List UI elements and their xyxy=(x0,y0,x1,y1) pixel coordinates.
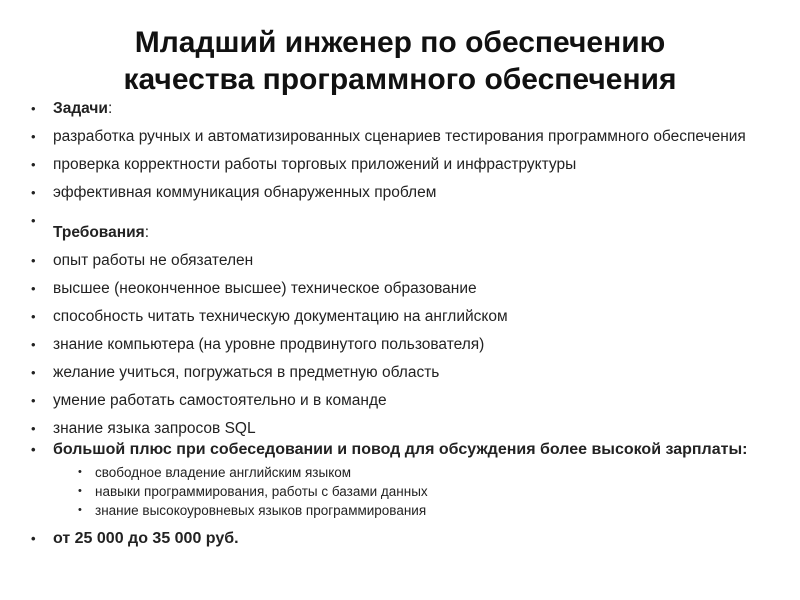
slide-title xyxy=(20,24,780,98)
bullet-icon: • xyxy=(78,485,82,497)
bullet-icon: • xyxy=(31,421,36,436)
plus-subitem xyxy=(53,502,773,519)
requirement-item xyxy=(28,252,773,269)
requirement-text: знание компьютера (на уровне продвинутого пользователя) xyxy=(53,336,485,353)
requirement-text: опыт работы не обязателен xyxy=(53,252,254,269)
bullet-icon: • xyxy=(31,281,36,296)
requirement-item xyxy=(28,336,773,353)
empty-bullet-item xyxy=(28,212,773,228)
requirements-heading-item xyxy=(28,224,773,241)
requirement-item xyxy=(28,280,773,297)
bullet-icon: • xyxy=(31,337,36,352)
requirement-text: знание языка запросов SQL xyxy=(53,420,256,437)
bullet-icon: • xyxy=(31,531,36,546)
task-item xyxy=(28,184,773,201)
title-line-2: качества программного обеспечения xyxy=(123,63,677,96)
requirement-text: способность читать техническую документацию на английском xyxy=(53,308,508,325)
requirement-item xyxy=(28,420,773,437)
tasks-colon: : xyxy=(107,100,113,117)
task-text: проверка корректности работы торговых приложений и инфраструктуры xyxy=(53,156,577,173)
task-text: эффективная коммуникация обнаруженных проблем xyxy=(53,184,437,201)
task-text: разработка ручных и автоматизированных сценариев тестирования программного обеспечения xyxy=(53,128,746,145)
requirement-item xyxy=(28,308,773,325)
plus-sublist xyxy=(53,464,773,519)
plus-subitem-text: навыки программирования, работы с базами данных xyxy=(95,484,428,499)
bullet-icon: • xyxy=(31,129,36,144)
bullet-icon: • xyxy=(31,185,36,200)
plus-subitem-text: знание высокоуровневых языков программирования xyxy=(95,503,427,518)
plus-text: большой плюс при собеседовании и повод для обсуждения более высокой зарплаты: xyxy=(53,441,748,458)
bullet-icon: • xyxy=(31,442,36,457)
requirement-item xyxy=(28,392,773,409)
plus-subitem xyxy=(53,483,773,500)
requirement-item xyxy=(28,364,773,381)
bullet-icon: • xyxy=(31,309,36,324)
plus-subitem xyxy=(53,464,773,481)
tasks-heading: Задачи xyxy=(53,100,108,117)
bullet-icon: • xyxy=(78,504,82,516)
bullet-icon: • xyxy=(31,101,36,116)
tasks-heading-item xyxy=(28,100,773,117)
bullet-icon: • xyxy=(31,157,36,172)
requirements-colon: : xyxy=(144,224,149,241)
bullet-icon: • xyxy=(31,213,36,228)
bullet-icon: • xyxy=(31,365,36,380)
requirement-text: желание учиться, погружаться в предметную область xyxy=(53,364,440,381)
task-item xyxy=(28,156,773,173)
salary-item xyxy=(28,530,773,547)
title-line-1: Младший инженер по обеспечению xyxy=(134,26,666,59)
requirement-text: высшее (неоконченное высшее) техническое образование xyxy=(53,280,477,297)
salary-text: от 25 000 до 35 000 руб. xyxy=(53,530,239,547)
bullet-icon: • xyxy=(31,253,36,268)
task-item xyxy=(28,128,773,145)
bullet-icon: • xyxy=(78,466,82,478)
plus-item xyxy=(28,441,773,519)
requirement-text: умение работать самостоятельно и в команде xyxy=(53,392,387,409)
bullet-list xyxy=(28,100,773,558)
requirements-heading: Требования xyxy=(53,224,145,241)
plus-subitem-text: свободное владение английским языком xyxy=(95,465,352,480)
bullet-icon: • xyxy=(31,393,36,408)
